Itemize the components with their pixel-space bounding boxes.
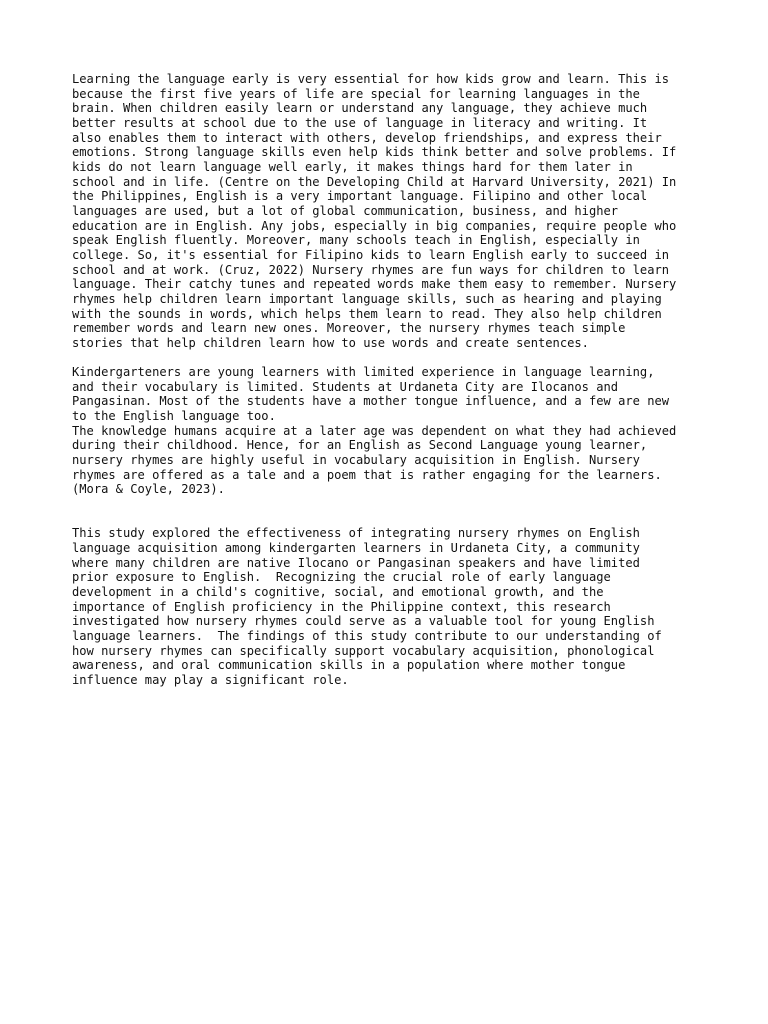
- paragraph-study-overview: This study explored the effectiveness of integrating nursery rhymes on English language acquisition among kindergarten learners in Urdaneta City, a community where many children are native Ilocano or Pangasinan speakers and have limited prior exposure to English. Recognizing the crucial role of early language development in a child's cognitive, social, and emotional growth, and the importance of English proficiency in the Philippine context, this research investigated how nursery rhymes could serve as a valuable tool for young English language learners. The findings of this study contribute to our understanding of how nursery rhymes can specifically support vocabulary acquisition, phonological awareness, and oral communication skills in a population where mother tongue influence may play a significant role.: [72, 526, 662, 687]
- paragraph-kindergarten-learners: Kindergarteners are young learners with limited experience in language learning, and their vocabulary is limited. Students at Urdaneta City are Ilocanos and Pangasinan. Most of the students have a mother tongue influence, and a few are new to the English language too. The knowledge humans acquire at a later age was dependent on what they had achieved during their childhood. Hence, for an English as Second Language young learner, nursery rhymes are highly useful in vocabulary acquisition in English. Nursery rhymes are offered as a tale and a poem that is rather engaging for the learners. (Mora & Coyle, 2023).: [72, 365, 677, 497]
- paragraph-spacer: [72, 350, 702, 365]
- paragraph-early-language-learning: Learning the language early is very essential for how kids grow and learn. This is because the first five years of life are special for learning languages in the brain. When children easily learn or understand any language, they achieve much better results at school due to the use of language in literacy and writing. It also enables them to interact with others, develop friendships, and express their emotions. Strong language skills even help kids think better and solve problems. If kids do not learn language well early, it makes things hard for them later in school and in life. (Centre on the Developing Child at Harvard University, 2021) In the Philippines, English is a very important language. Filipino and other local languages are used, but a lot of global communication, business, and higher education are in English. Any jobs, especially in big companies, require people who speak English fluently. Moreover, many schools teach in English, especially in college. So, it's essential for Filipino kids to learn English early to succeed in school and at work. (Cruz, 2022) Nursery rhymes are fun ways for children to learn language. Their catchy tunes and repeated words make them easy to remember. Nursery rhymes help children learn important language skills, such as hearing and playing with the sounds in words, which helps them learn to read. They also help children remember words and learn new ones. Moreover, the nursery rhymes teach simple stories that help children learn how to use words and create sentences.: [72, 72, 677, 350]
- paragraph-spacer: [72, 497, 702, 526]
- document-page: [72, 72, 702, 688]
